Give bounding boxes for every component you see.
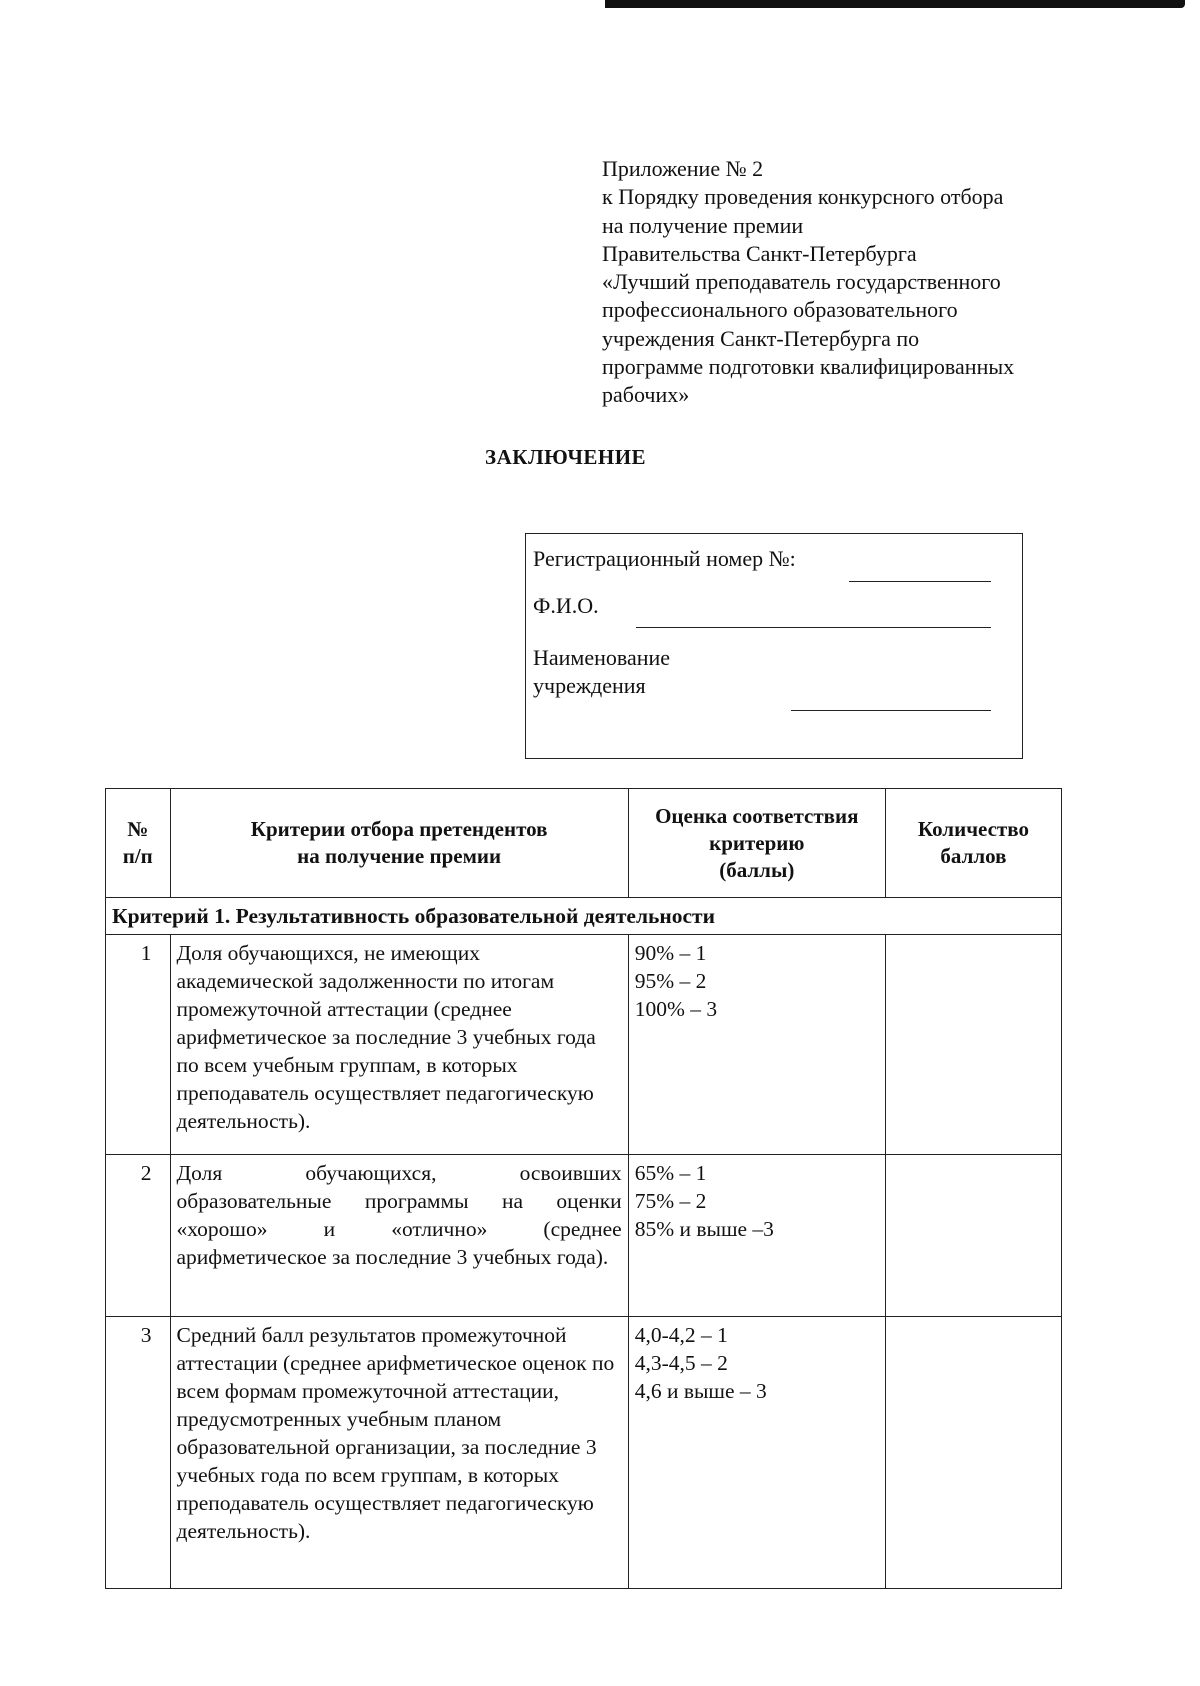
header-criteria-line: на получение премии: [297, 844, 502, 868]
row-score-scale: [628, 1317, 885, 1589]
appendix-header: [602, 155, 1072, 410]
table-row: [106, 1317, 1062, 1589]
appendix-line: к Порядку проведения конкурсного отбора: [602, 184, 1004, 210]
header-points: [885, 789, 1061, 898]
header-number: [106, 789, 171, 898]
score-option: 4,3-4,5 – 2: [634, 1351, 728, 1375]
registration-box: [525, 533, 1023, 759]
row-score-scale: [628, 1155, 885, 1317]
row-criteria-text: Доля обучающихся, не имеющих академической задолженности по итогам промежуточной аттестации (среднее арифметическое за последние 3 учебных года по всем учебным группам, в которых преподаватель осуществляет педагогическую деятельность).: [170, 935, 628, 1155]
fio-field[interactable]: [636, 627, 991, 628]
scan-top-edge-line: [605, 0, 1185, 8]
section-title: Критерий 1. Результативность образовательной деятельности: [106, 898, 1062, 935]
appendix-line: рабочих»: [602, 382, 690, 408]
header-score-line: Оценка соответствия: [655, 803, 859, 828]
criteria-table: [105, 788, 1062, 1589]
row-points-cell[interactable]: [885, 935, 1061, 1155]
appendix-line: на получение премии: [602, 212, 804, 238]
header-points-line: Количество: [917, 817, 1029, 841]
header-points-line: баллов: [940, 844, 1007, 868]
score-option: 4,6 и выше – 3: [634, 1379, 767, 1403]
fio-label: Ф.И.О.: [533, 593, 599, 618]
header-number-line: №: [127, 817, 149, 841]
header-criteria: [170, 789, 628, 898]
score-option: 90% – 1: [634, 941, 707, 965]
table-row: [106, 935, 1062, 1155]
appendix-line: профессионального образовательного: [602, 297, 958, 323]
row-points-cell[interactable]: [885, 1317, 1061, 1589]
reg-number-field[interactable]: [849, 581, 991, 582]
header-score-line: (баллы): [719, 857, 795, 882]
score-option: 85% и выше –3: [634, 1217, 774, 1241]
score-option: 95% – 2: [634, 969, 707, 993]
appendix-line: Приложение № 2: [602, 156, 764, 181]
institution-label-1: Наименование: [533, 645, 671, 670]
row-number: 1: [106, 935, 171, 1155]
header-criteria-line: Критерии отбора претендентов: [250, 817, 548, 841]
section-row: [106, 898, 1062, 935]
table-row: [106, 1155, 1062, 1317]
row-points-cell[interactable]: [885, 1155, 1061, 1317]
score-option: 75% – 2: [634, 1189, 707, 1213]
document-title: ЗАКЛЮЧЕНИЕ: [485, 445, 647, 469]
appendix-line: программе подготовки квалифицированных: [602, 354, 1015, 380]
score-option: 65% – 1: [634, 1161, 707, 1185]
row-number: 3: [106, 1317, 171, 1589]
row-criteria-text: Доля обучающихся, освоивших образовательные программы на оценки «хорошо» и «отлично» (среднее арифметическое за последние 3 учебных года).: [170, 1155, 628, 1317]
header-score: [628, 789, 885, 898]
header-score-line: критерию: [709, 830, 805, 855]
reg-number-label: Регистрационный номер №:: [533, 546, 796, 571]
row-score-scale: [628, 935, 885, 1155]
header-number-line: п/п: [122, 844, 153, 868]
appendix-line: «Лучший преподаватель государственного: [602, 269, 1001, 295]
row-number: 2: [106, 1155, 171, 1317]
table-header-row: [106, 789, 1062, 898]
appendix-line: Правительства Санкт-Петербурга: [602, 240, 917, 266]
appendix-line: учреждения Санкт-Петербурга по: [602, 325, 920, 351]
score-option: 100% – 3: [634, 997, 718, 1021]
institution-field[interactable]: [791, 710, 991, 711]
score-option: 4,0-4,2 – 1: [634, 1323, 728, 1347]
institution-label-2: учреждения: [533, 673, 646, 698]
row-criteria-text: Средний балл результатов промежуточной аттестации (среднее арифметическое оценок по всем формам промежуточной аттестации, предусмотренных учебным планом образовательной организации, за последние 3 учебных года по всем группам, в которых преподаватель осуществляет педагогическую деятельность).: [170, 1317, 628, 1589]
